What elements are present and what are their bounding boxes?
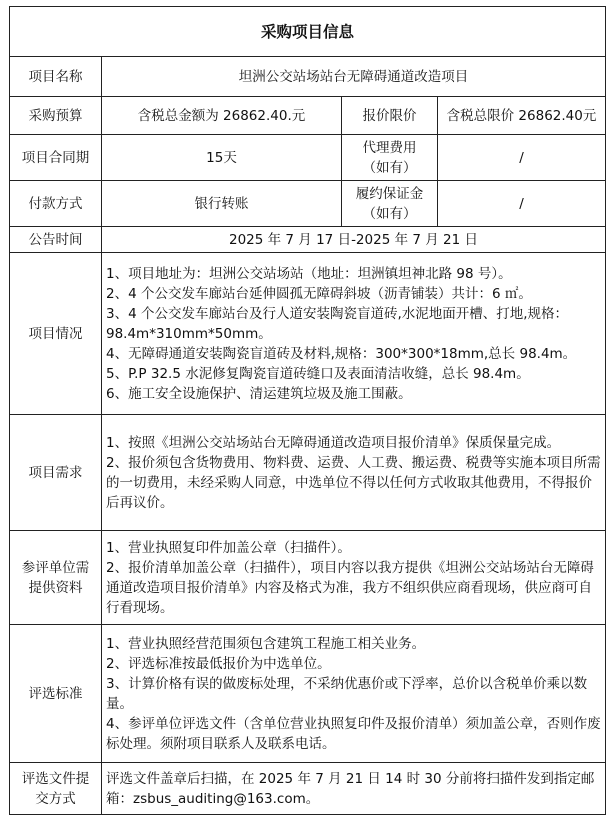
requirements-item: 1、按照《坦洲公交站场站台无障碍通道改造项目报价清单》保质保量完成。	[106, 434, 561, 451]
materials-item: 1、营业执照复印件加盖公章（扫描件）。	[106, 539, 351, 556]
budget-label: 采购预算	[10, 97, 102, 135]
project-info-item: 5、P.P 32.5 水泥修复陶瓷盲道砖缝口及表面清洁收缝，总长 98.4m。	[106, 365, 530, 382]
criteria-content	[102, 625, 606, 763]
criteria-item: 2、评选标准按最低报价为中选单位。	[106, 655, 331, 672]
criteria-item: 4、参评单位评选文件（含单位营业执照复印件及报价清单）须加盖公章，否则作废标处理。须附项目联系人及联系电话。	[106, 715, 601, 752]
project-info-item: 2、4 个公交发车廊站台延伸圆孤无障碍斜坡（沥青铺装）共计：6 ㎡。	[106, 285, 532, 302]
budget-value: 含税总金额为 26862.40.元	[102, 97, 342, 135]
project-name-label: 项目名称	[10, 57, 102, 97]
page-title: 采购项目信息	[10, 7, 606, 57]
agency-fee-value: /	[438, 135, 606, 181]
project-info-item: 1、项目地址为：坦洲公交站场站（地址：坦洲镇坦神北路 98 号）。	[106, 265, 512, 282]
contract-period-label: 项目合同期	[10, 135, 102, 181]
price-limit-value: 含税总限价 26862.40元	[438, 97, 606, 135]
deposit-label-line1: 履约保证金	[355, 185, 424, 202]
agency-fee-label-line2: （如有）	[362, 159, 417, 176]
payment-label: 付款方式	[10, 181, 102, 227]
deposit-label-line2: （如有）	[362, 205, 417, 222]
materials-item: 2、报价清单加盖公章（扫描件），项目内容以我方提供《坦洲公交站场站台无障碍通道改造项目报价清单》内容及格式为准，我方不组织供应商看现场，供应商可自行看现场。	[106, 559, 594, 616]
materials-content	[102, 531, 606, 625]
criteria-label: 评选标准	[10, 625, 102, 763]
submission-label	[10, 763, 102, 815]
requirements-item: 2、报价须包含货物费用、物料费、运费、人工费、搬运费、税费等实施本项目所需的一切费用，未经采购人同意，中选单位不得以任何方式收取其他费用，不得报价后再议价。	[106, 454, 601, 511]
price-limit-label: 报价限价	[342, 97, 438, 135]
announce-time-value: 2025 年 7 月 17 日-2025 年 7 月 21 日	[102, 227, 606, 253]
submission-content: 评选文件盖章后扫描，在 2025 年 7 月 21 日 14 时 30 分前将扫描件发到指定邮箱：zsbus_auditing@163.com。	[102, 763, 606, 815]
project-info-label: 项目情况	[10, 253, 102, 415]
project-info-item: 4、无障碍通道安装陶瓷盲道砖及材料,规格：300*300*18mm,总长 98.4m。	[106, 345, 577, 362]
project-info-content	[102, 253, 606, 415]
procurement-info-table	[9, 6, 606, 815]
requirements-content	[102, 415, 606, 531]
agency-fee-label-line1: 代理费用	[362, 139, 417, 156]
deposit-value: /	[438, 181, 606, 227]
requirements-label: 项目需求	[10, 415, 102, 531]
materials-label-line2: 提供资料	[28, 579, 83, 596]
submission-label-line1: 评选文件提	[21, 770, 90, 787]
deposit-label	[342, 181, 438, 227]
announce-time-label: 公告时间	[10, 227, 102, 253]
project-info-item: 6、施工安全设施保护、清运建筑垃圾及施工围蔽。	[106, 385, 412, 402]
submission-label-line2: 交方式	[35, 790, 76, 807]
project-info-item: 3、4 个公交发车廊站台及行人道安装陶瓷盲道砖,水泥地面开槽、打地,规格：98.4m*310mm*50mm。	[106, 305, 569, 342]
contract-period-value: 15天	[102, 135, 342, 181]
payment-value: 银行转账	[102, 181, 342, 227]
project-name-value: 坦洲公交站场站台无障碍通道改造项目	[102, 57, 606, 97]
agency-fee-label	[342, 135, 438, 181]
materials-label-line1: 参评单位需	[21, 559, 90, 576]
materials-label	[10, 531, 102, 625]
criteria-item: 1、营业执照经营范围须包含建筑工程施工相关业务。	[106, 635, 426, 652]
criteria-item: 3、计算价格有误的做废标处理，不采纳优惠价或下浮率，总价以含税单价乘以数量。	[106, 675, 588, 712]
